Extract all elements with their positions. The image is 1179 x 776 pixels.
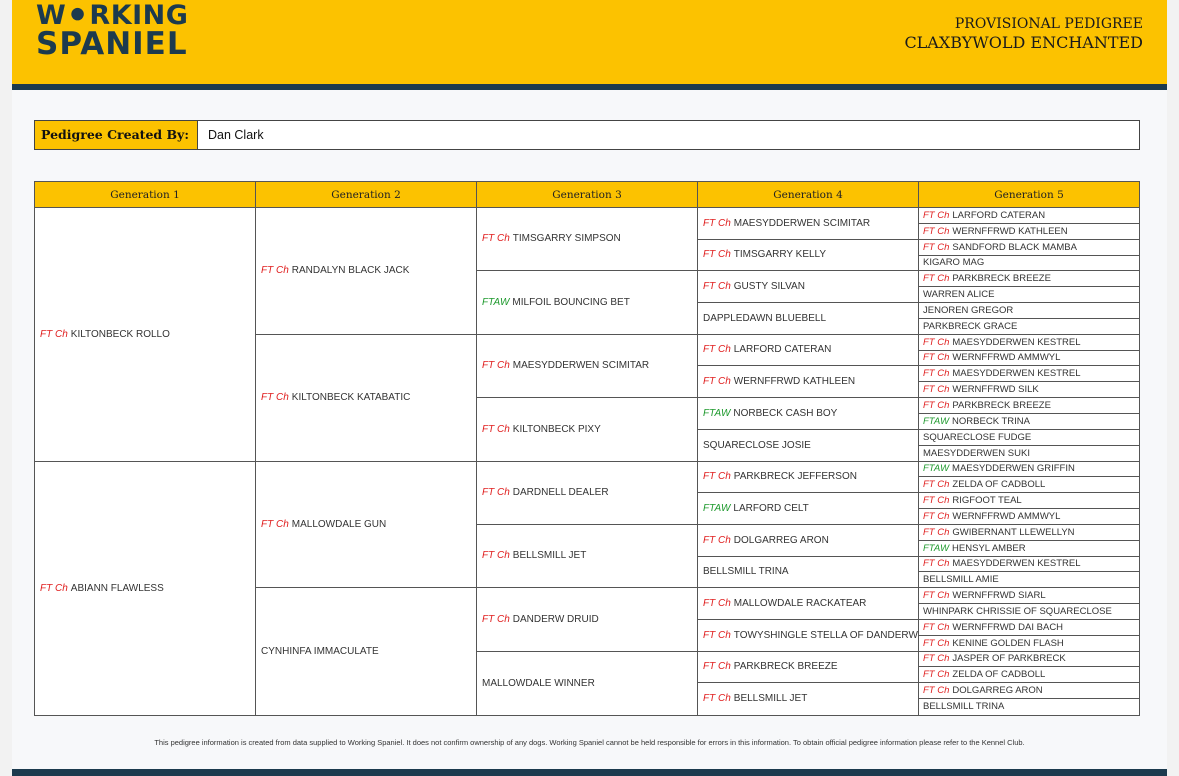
dog-name: DARDNELL DEALER xyxy=(512,487,609,498)
pedigree-entry-gen5 xyxy=(919,208,1139,224)
entry-text xyxy=(703,471,857,483)
pedigree-entry-gen4 xyxy=(698,620,919,652)
pedigree-entry-gen5 xyxy=(919,303,1139,319)
pedigree-entry-gen4 xyxy=(698,271,919,303)
ft-ch-title: FT Ch xyxy=(703,217,731,229)
pedigree-entry-gen2 xyxy=(256,335,477,462)
ft-ch-title: FT Ch xyxy=(703,629,731,641)
dog-name: WERNFFRWD SILK xyxy=(952,383,1039,395)
dog-name: BELLSMILL JET xyxy=(733,693,808,704)
entry-text xyxy=(261,646,379,658)
pedigree-entry-gen3 xyxy=(477,208,698,271)
dog-name: TIMSGARRY KELLY xyxy=(733,249,827,260)
pedigree-entry-gen4 xyxy=(698,398,919,430)
entry-text xyxy=(923,352,1060,364)
pedigree-entry-gen3 xyxy=(477,462,698,525)
dog-name: PARKBRECK GRACE xyxy=(923,320,1018,332)
pedigree-entry-gen4 xyxy=(698,557,919,588)
entry-text xyxy=(923,321,1017,333)
ft-ch-title: FT Ch xyxy=(261,265,289,276)
dog-name: PARKBRECK BREEZE xyxy=(952,399,1051,411)
dog-name: DOLGARREG ARON xyxy=(952,684,1043,696)
pedigree-entry-gen3 xyxy=(477,335,698,398)
pedigree-entry-gen5 xyxy=(919,414,1139,430)
pedigree-entry-gen5 xyxy=(919,224,1139,240)
ft-ch-title: FT Ch xyxy=(923,272,950,284)
pedigree-entry-gen4 xyxy=(698,335,919,366)
pedigree-entry-gen5 xyxy=(919,477,1139,493)
ft-ch-title: FT Ch xyxy=(482,613,510,625)
dog-name: MALLOWDALE WINNER xyxy=(482,677,595,689)
entry-text xyxy=(703,535,829,547)
pedigree-entry-gen5 xyxy=(919,525,1139,541)
pedigree-grid xyxy=(34,181,1140,716)
entry-text xyxy=(923,226,1068,238)
pedigree-entry-gen4 xyxy=(698,366,919,398)
ft-ch-title: FT Ch xyxy=(703,693,731,704)
entry-text xyxy=(923,257,984,269)
entry-text xyxy=(40,583,164,595)
dog-name: RANDALYN BLACK JACK xyxy=(291,265,410,276)
dog-name: RIGFOOT TEAL xyxy=(952,494,1022,506)
dog-name-title: CLAXBYWOLD ENCHANTED xyxy=(904,33,1143,52)
dog-name: LARFORD CATERAN xyxy=(733,344,832,355)
dog-name: TIMSGARRY SIMPSON xyxy=(512,233,621,244)
dog-name: WERNFFRWD KATHLEEN xyxy=(733,375,856,387)
ft-ch-title: FT Ch xyxy=(261,392,289,403)
ft-ch-title: FT Ch xyxy=(40,582,68,594)
pedigree-entry-gen3 xyxy=(477,271,698,335)
pedigree-entry-gen3 xyxy=(477,588,698,652)
dog-name: WERNFFRWD AMMWYL xyxy=(952,510,1061,522)
column-header-generation-3: Generation 3 xyxy=(477,182,698,208)
header xyxy=(12,0,1167,84)
column-header-generation-5: Generation 5 xyxy=(919,182,1139,208)
pedigree-created-by xyxy=(34,120,1140,150)
pedigree-entry-gen5 xyxy=(919,271,1139,287)
pedigree-entry-gen4 xyxy=(698,525,919,557)
dog-name: ZELDA OF CADBOLL xyxy=(952,478,1046,490)
pedigree-entry-gen5 xyxy=(919,319,1139,335)
pedigree-entry-gen4 xyxy=(698,683,919,715)
entry-text xyxy=(923,701,1004,713)
pedigree-entry-gen5 xyxy=(919,351,1139,366)
ftaw-title: FTAW xyxy=(923,463,950,474)
created-by-label: Pedigree Created By: xyxy=(35,121,198,149)
pedigree-entry-gen4 xyxy=(698,462,919,493)
ft-ch-title: FT Ch xyxy=(923,558,950,569)
ft-ch-title: FT Ch xyxy=(923,367,950,379)
dog-name: NORBECK CASH BOY xyxy=(733,407,838,419)
dog-name: KIGARO MAG xyxy=(923,257,985,268)
pedigree-entry-gen4 xyxy=(698,303,919,335)
dog-name: GWIBERNANT LLEWELLYN xyxy=(952,526,1075,538)
pedigree-entry-gen5 xyxy=(919,604,1139,620)
dog-name: TOWYSHINGLE STELLA OF DANDERW xyxy=(733,629,918,641)
dog-name: SQUARECLOSE FUDGE xyxy=(923,431,1032,443)
working-spaniel-logo xyxy=(36,0,189,62)
entry-text xyxy=(923,416,1030,428)
entry-text xyxy=(482,233,621,245)
pedigree-entry-gen4 xyxy=(698,240,919,271)
header-stripe xyxy=(12,84,1167,90)
entry-text xyxy=(703,693,807,705)
pedigree-entry-gen1 xyxy=(35,208,256,462)
pedigree-entry-gen5 xyxy=(919,287,1139,303)
ft-ch-title: FT Ch xyxy=(923,241,950,253)
entry-text xyxy=(482,297,630,309)
dog-name: WERNFFRWD KATHLEEN xyxy=(952,225,1068,237)
header-divider xyxy=(35,207,1139,208)
column-header-generation-4: Generation 4 xyxy=(698,182,919,208)
dog-name: SQUARECLOSE JOSIE xyxy=(703,439,811,451)
ft-ch-title: FT Ch xyxy=(923,478,950,490)
entry-text xyxy=(923,384,1039,396)
entry-text xyxy=(703,630,918,642)
ft-ch-title: FT Ch xyxy=(923,225,950,237)
pedigree-entry-gen5 xyxy=(919,398,1139,414)
title-block xyxy=(904,16,1143,53)
ftaw-title: FTAW xyxy=(703,502,731,514)
pedigree-entry-gen5 xyxy=(919,588,1139,604)
created-by-value: Dan Clark xyxy=(208,128,264,142)
logo-line1: W⚫RKING xyxy=(36,0,189,31)
ft-ch-title: FT Ch xyxy=(923,621,950,633)
entry-text xyxy=(923,527,1075,539)
entry-text xyxy=(923,400,1051,412)
dog-name: MAESYDDERWEN SCIMITAR xyxy=(512,360,650,371)
pedigree-entry-gen5 xyxy=(919,541,1139,557)
entry-text xyxy=(923,479,1045,491)
entry-text xyxy=(923,305,1013,317)
dog-name: MAESYDDERWEN SUKI xyxy=(923,447,1030,459)
column-header-generation-1: Generation 1 xyxy=(35,182,256,208)
pedigree-entry-gen2 xyxy=(256,462,477,588)
entry-text xyxy=(923,574,999,586)
entry-text xyxy=(261,519,386,531)
dog-name: BELLSMILL JET xyxy=(512,550,587,561)
entry-text xyxy=(703,598,866,610)
pedigree-entry-gen5 xyxy=(919,699,1139,715)
entry-text xyxy=(923,511,1060,523)
entry-text xyxy=(482,550,586,562)
ft-ch-title: FT Ch xyxy=(703,375,731,387)
ft-ch-title: FT Ch xyxy=(703,471,731,482)
dog-name: MALLOWDALE GUN xyxy=(291,518,387,530)
dog-name: PARKBRECK BREEZE xyxy=(952,272,1051,284)
pedigree-entry-gen5 xyxy=(919,256,1139,271)
pedigree-entry-gen2 xyxy=(256,588,477,715)
ft-ch-title: FT Ch xyxy=(923,383,950,395)
dog-name: GUSTY SILVAN xyxy=(733,280,805,292)
entry-text xyxy=(703,376,855,388)
entry-text xyxy=(703,218,870,230)
ft-ch-title: FT Ch xyxy=(482,360,510,371)
pedigree-entry-gen5 xyxy=(919,382,1139,398)
ft-ch-title: FT Ch xyxy=(923,352,950,363)
pedigree-entry-gen3 xyxy=(477,525,698,588)
entry-text xyxy=(482,614,599,626)
ft-ch-title: FT Ch xyxy=(703,344,731,355)
ft-ch-title: FT Ch xyxy=(482,423,510,435)
entry-text xyxy=(703,281,805,293)
entry-text xyxy=(482,487,609,499)
dog-name: JENOREN GREGOR xyxy=(923,304,1014,316)
dog-name: KENINE GOLDEN FLASH xyxy=(952,637,1064,649)
dog-name: NORBECK TRINA xyxy=(952,415,1030,427)
ft-ch-title: FT Ch xyxy=(703,661,731,672)
ft-ch-title: FT Ch xyxy=(482,487,510,498)
dog-name: WHINPARK CHRISSIE OF SQUARECLOSE xyxy=(923,605,1112,617)
entry-text xyxy=(923,590,1046,602)
dog-name: WERNFFRWD DAI BACH xyxy=(952,621,1064,633)
dog-name: MILFOIL BOUNCING BET xyxy=(512,296,630,308)
dog-name: MALLOWDALE RACKATEAR xyxy=(733,597,867,609)
entry-text xyxy=(923,638,1064,650)
pedigree-entry-gen4 xyxy=(698,493,919,525)
pedigree-entry-gen5 xyxy=(919,683,1139,699)
entry-text xyxy=(482,424,601,436)
ft-ch-title: FT Ch xyxy=(923,653,950,664)
ftaw-title: FTAW xyxy=(923,542,950,554)
ftaw-title: FTAW xyxy=(923,415,950,427)
dog-name: KILTONBECK ROLLO xyxy=(70,328,170,340)
ftaw-title: FTAW xyxy=(482,296,510,308)
entry-text xyxy=(703,408,837,420)
entry-text xyxy=(923,289,994,301)
column-header-generation-2: Generation 2 xyxy=(256,182,477,208)
ft-ch-title: FT Ch xyxy=(923,494,950,506)
pedigree-entry-gen5 xyxy=(919,636,1139,652)
entry-text xyxy=(923,448,1030,460)
pedigree-entry-gen5 xyxy=(919,557,1139,572)
pedigree-entry-gen4 xyxy=(698,430,919,462)
pedigree-entry-gen3 xyxy=(477,398,698,462)
dog-name: MAESYDDERWEN SCIMITAR xyxy=(733,217,871,229)
pedigree-entry-gen5 xyxy=(919,667,1139,683)
pedigree-entry-gen5 xyxy=(919,446,1139,462)
dog-name: DAPPLEDAWN BLUEBELL xyxy=(703,312,827,324)
entry-text xyxy=(923,273,1051,285)
entry-text xyxy=(923,558,1081,570)
pedigree-entry-gen1 xyxy=(35,462,256,715)
pedigree-entry-gen5 xyxy=(919,462,1139,477)
ft-ch-title: FT Ch xyxy=(703,534,731,546)
ft-ch-title: FT Ch xyxy=(703,280,731,292)
dog-name: KILTONBECK KATABATIC xyxy=(291,392,411,403)
entry-text xyxy=(923,495,1022,507)
ft-ch-title: FT Ch xyxy=(261,518,289,530)
pedigree-entry-gen5 xyxy=(919,493,1139,509)
pedigree-entry-gen5 xyxy=(919,240,1139,256)
ftaw-title: FTAW xyxy=(703,407,731,419)
ft-ch-title: FT Ch xyxy=(923,399,950,411)
entry-text xyxy=(703,249,826,261)
dog-name: MAESYDDERWEN KESTREL xyxy=(952,367,1081,379)
ft-ch-title: FT Ch xyxy=(923,336,950,348)
dog-name: MAESYDDERWEN KESTREL xyxy=(952,336,1081,348)
dog-name: JASPER OF PARKBRECK xyxy=(952,653,1066,664)
pedigree-entry-gen5 xyxy=(919,572,1139,588)
entry-text xyxy=(923,685,1043,697)
entry-text xyxy=(703,566,789,578)
footer-bar xyxy=(12,769,1167,776)
dog-name: SANDFORD BLACK MAMBA xyxy=(952,241,1077,253)
entry-text xyxy=(923,368,1081,380)
entry-text xyxy=(923,432,1031,444)
dog-name: MAESYDDERWEN GRIFFIN xyxy=(952,463,1075,474)
ft-ch-title: FT Ch xyxy=(923,526,950,538)
ft-ch-title: FT Ch xyxy=(703,249,731,260)
pedigree-entry-gen5 xyxy=(919,652,1139,667)
entry-text xyxy=(261,392,410,404)
entry-text xyxy=(703,344,831,356)
entry-text xyxy=(482,678,595,690)
ft-ch-title: FT Ch xyxy=(923,684,950,696)
ft-ch-title: FT Ch xyxy=(923,637,950,649)
ft-ch-title: FT Ch xyxy=(923,589,950,601)
entry-text xyxy=(923,337,1081,349)
dog-name: HENSYL AMBER xyxy=(952,542,1026,554)
entry-text xyxy=(923,669,1045,681)
document-subtitle: PROVISIONAL PEDIGREE xyxy=(954,16,1143,32)
ft-ch-title: FT Ch xyxy=(40,328,68,340)
disclaimer-note: This pedigree information is created from data supplied to Working Spaniel. It does not confirm ownership of any dogs. Working Spaniel cannot be held responsible for errors in this information. To obtain official pedigree information please refer to the Kennel Club. xyxy=(154,738,1025,747)
pedigree-entry-gen5 xyxy=(919,335,1139,351)
entry-text xyxy=(40,329,170,341)
dog-name: MAESYDDERWEN KESTREL xyxy=(952,558,1081,569)
entry-text xyxy=(482,360,649,372)
ft-ch-title: FT Ch xyxy=(923,668,950,680)
dog-name: BELLSMILL TRINA xyxy=(923,701,1005,712)
entry-text xyxy=(923,543,1026,555)
dog-name: DOLGARREG ARON xyxy=(733,534,829,546)
entry-text xyxy=(261,265,409,277)
pedigree-entry-gen5 xyxy=(919,366,1139,382)
entry-text xyxy=(923,622,1063,634)
pedigree-page xyxy=(12,0,1167,776)
dog-name: PARKBRECK BREEZE xyxy=(733,661,838,672)
dog-name: WERNFFRWD AMMWYL xyxy=(952,352,1061,363)
dog-name: PARKBRECK JEFFERSON xyxy=(733,471,857,482)
dog-name: KILTONBECK PIXY xyxy=(512,423,601,435)
entry-text xyxy=(703,313,826,325)
entry-text xyxy=(923,242,1077,254)
entry-text xyxy=(703,661,838,673)
pedigree-entry-gen2 xyxy=(256,208,477,335)
ft-ch-title: FT Ch xyxy=(482,550,510,561)
dog-name: WERNFFRWD SIARL xyxy=(952,589,1046,601)
dog-name: LARFORD CATERAN xyxy=(952,209,1046,221)
pedigree-entry-gen4 xyxy=(698,652,919,683)
entry-text xyxy=(923,210,1045,222)
logo-line2: SPANIEL xyxy=(36,26,188,62)
dog-name: LARFORD CELT xyxy=(733,502,809,514)
entry-text xyxy=(923,606,1112,618)
dog-name: ZELDA OF CADBOLL xyxy=(952,668,1046,680)
pedigree-entry-gen4 xyxy=(698,208,919,240)
pedigree-entry-gen4 xyxy=(698,588,919,620)
dog-name: ABIANN FLAWLESS xyxy=(70,582,164,594)
ft-ch-title: FT Ch xyxy=(482,233,510,244)
ft-ch-title: FT Ch xyxy=(703,597,731,609)
dog-name: DANDERW DRUID xyxy=(512,613,599,625)
dog-name: CYNHINFA IMMACULATE xyxy=(261,645,379,657)
pedigree-entry-gen5 xyxy=(919,509,1139,525)
ft-ch-title: FT Ch xyxy=(923,209,950,221)
dog-name: BELLSMILL TRINA xyxy=(703,566,789,577)
pedigree-entry-gen5 xyxy=(919,620,1139,636)
ft-ch-title: FT Ch xyxy=(923,510,950,522)
pedigree-entry-gen5 xyxy=(919,430,1139,446)
entry-text xyxy=(703,503,809,515)
dog-name: WARREN ALICE xyxy=(923,288,995,300)
entry-text xyxy=(923,653,1066,665)
dog-name: BELLSMILL AMIE xyxy=(923,573,999,585)
pedigree-entry-gen3 xyxy=(477,652,698,715)
entry-text xyxy=(703,440,811,452)
entry-text xyxy=(923,463,1075,475)
